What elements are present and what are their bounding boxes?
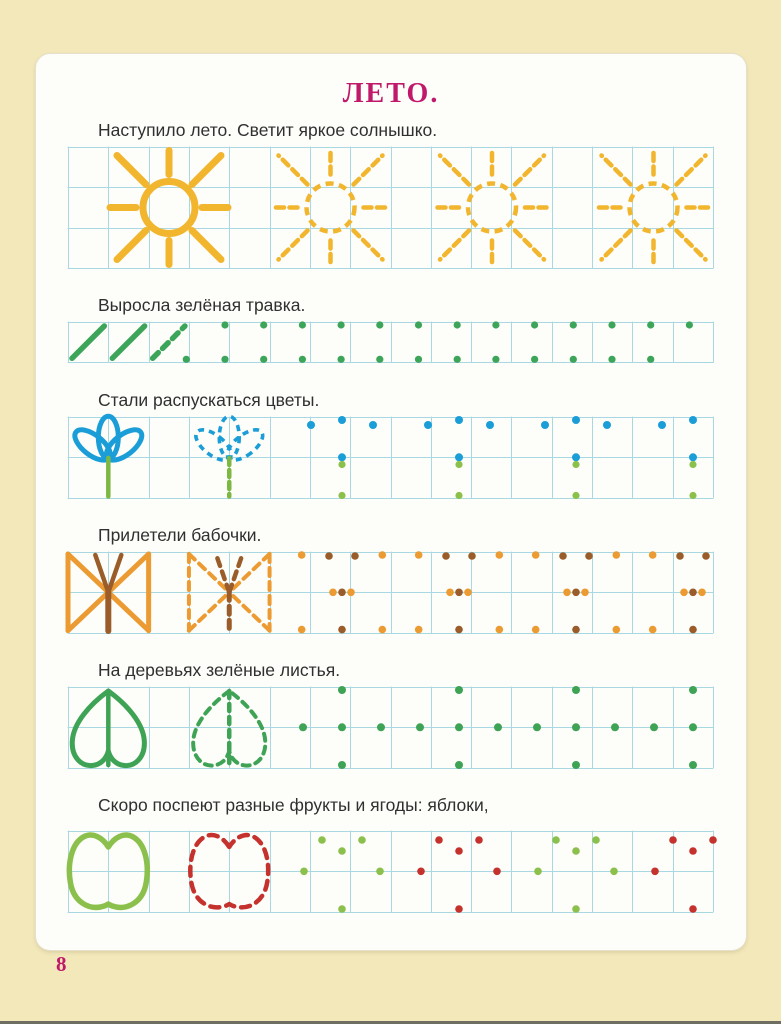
section-flowers-caption: Стали распускаться цветы. [98, 390, 320, 411]
leaf-tracing-grid [68, 687, 713, 769]
section-apples-caption: Скоро поспеют разные фрукты и ягоды: яблоки, [98, 795, 489, 816]
section-sun-caption: Наступило лето. Светит яркое солнышко. [98, 120, 438, 141]
section-flowers [68, 390, 714, 499]
section-leaves-caption: На деревьях зелёные листья. [98, 660, 341, 681]
flower-tracing-grid [68, 417, 713, 499]
sun-tracing-grid [68, 147, 713, 269]
section-sun [68, 120, 714, 269]
section-butterflies [68, 525, 714, 634]
section-leaves [68, 660, 714, 769]
worksheet-card [36, 54, 746, 950]
section-butterflies-caption: Прилетели бабочки. [98, 525, 262, 546]
section-grass-caption: Выросла зелёная травка. [98, 295, 306, 316]
page-number: 8 [56, 952, 67, 976]
grass-tracing-grid [68, 322, 713, 364]
page-title: ЛЕТО. [342, 78, 440, 109]
section-grass [68, 295, 714, 364]
apple-tracing-grid [68, 831, 713, 913]
section-apples [68, 795, 714, 913]
butterfly-tracing-grid [68, 552, 713, 634]
